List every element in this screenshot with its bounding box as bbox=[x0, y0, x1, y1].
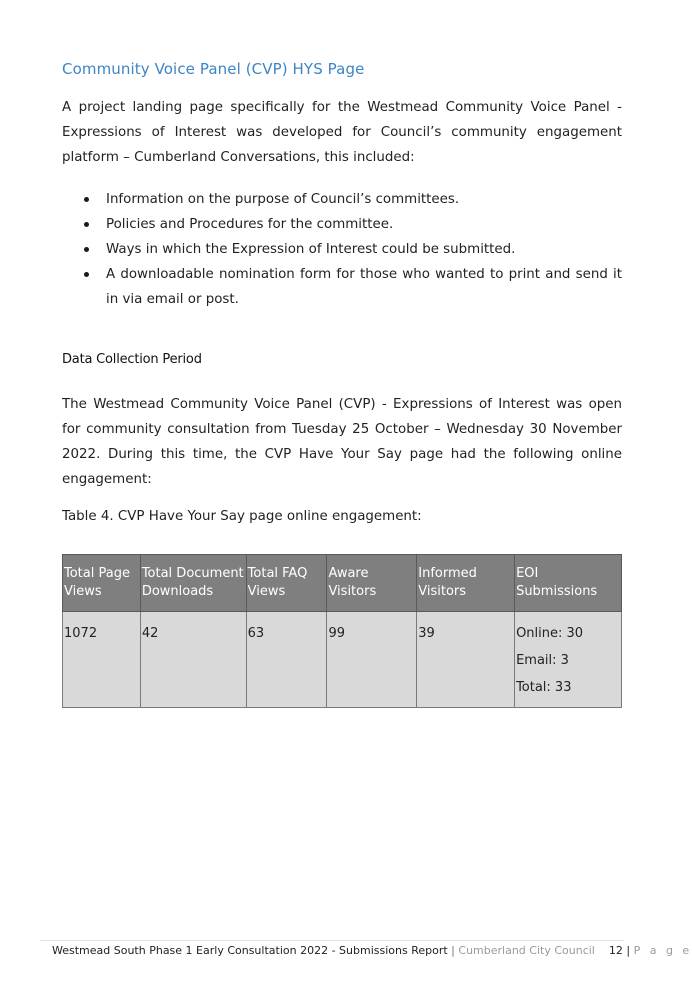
engagement-table bbox=[62, 554, 622, 708]
page-footer bbox=[52, 944, 692, 957]
bullet-text: Ways in which the Expression of Interest could be submitted. bbox=[106, 242, 516, 257]
eoi-email: Email: 3 bbox=[516, 653, 569, 668]
bullet-list bbox=[84, 187, 622, 312]
bullet-dot-icon bbox=[84, 272, 89, 277]
header-eoi-submissions: EOI Submissions bbox=[515, 555, 622, 612]
footer-page-separator: | bbox=[626, 944, 631, 957]
eoi-total: Total: 33 bbox=[516, 680, 572, 695]
footer-page-word: P a g e bbox=[633, 944, 692, 957]
header-informed-visitors: Informed Visitors bbox=[417, 555, 515, 612]
header-total-faq-views: Total FAQ Views bbox=[246, 555, 327, 612]
header-aware-visitors: Aware Visitors bbox=[327, 555, 417, 612]
footer-report-title: Westmead South Phase 1 Early Consultation 2022 - Submissions Report bbox=[52, 944, 448, 957]
header-total-page-views: Total Page Views bbox=[63, 555, 141, 612]
bullet-item bbox=[84, 262, 622, 312]
bullet-dot-icon bbox=[84, 197, 89, 202]
collection-paragraph: The Westmead Community Voice Panel (CVP) - Expressions of Interest was open for community consultation from Tuesday 25 October – Wednesday 30 November 2022. During this time, the CVP Have Your Say page had the following online engagement: bbox=[62, 397, 622, 487]
cell-informed-visitors: 39 bbox=[417, 612, 515, 708]
footer-divider bbox=[40, 940, 624, 941]
section-heading: Community Voice Panel (CVP) HYS Page bbox=[62, 60, 365, 78]
bullet-item bbox=[84, 237, 622, 262]
intro-paragraph: A project landing page specifically for the Westmead Community Voice Panel - Expressions of Interest was developed for Council’s community engagement platform – Cumberland Conversations, this included: bbox=[62, 100, 622, 165]
data-collection-heading: Data Collection Period bbox=[62, 352, 202, 367]
footer-council-name: Cumberland City Council bbox=[458, 944, 595, 957]
bullet-dot-icon bbox=[84, 247, 89, 252]
bullet-text: A downloadable nomination form for those who wanted to print and send it in via email or post. bbox=[106, 267, 622, 307]
bullet-item bbox=[84, 212, 622, 237]
cell-aware-visitors: 99 bbox=[327, 612, 417, 708]
footer-page-number: 12 bbox=[608, 944, 623, 957]
cell-page-views: 1072 bbox=[63, 612, 141, 708]
bullet-dot-icon bbox=[84, 222, 89, 227]
footer-separator: | bbox=[451, 944, 455, 957]
table-row bbox=[63, 612, 622, 708]
table-header-row bbox=[63, 555, 622, 612]
bullet-item bbox=[84, 187, 622, 212]
cell-eoi-submissions bbox=[515, 612, 622, 708]
bullet-text: Information on the purpose of Council’s committees. bbox=[106, 192, 460, 207]
table-caption: Table 4. CVP Have Your Say page online engagement: bbox=[62, 509, 422, 524]
cell-document-downloads: 42 bbox=[140, 612, 246, 708]
cell-faq-views: 63 bbox=[246, 612, 327, 708]
header-total-document-downloads: Total Document Downloads bbox=[140, 555, 246, 612]
eoi-online: Online: 30 bbox=[516, 626, 584, 641]
bullet-text: Policies and Procedures for the committee. bbox=[106, 217, 394, 232]
